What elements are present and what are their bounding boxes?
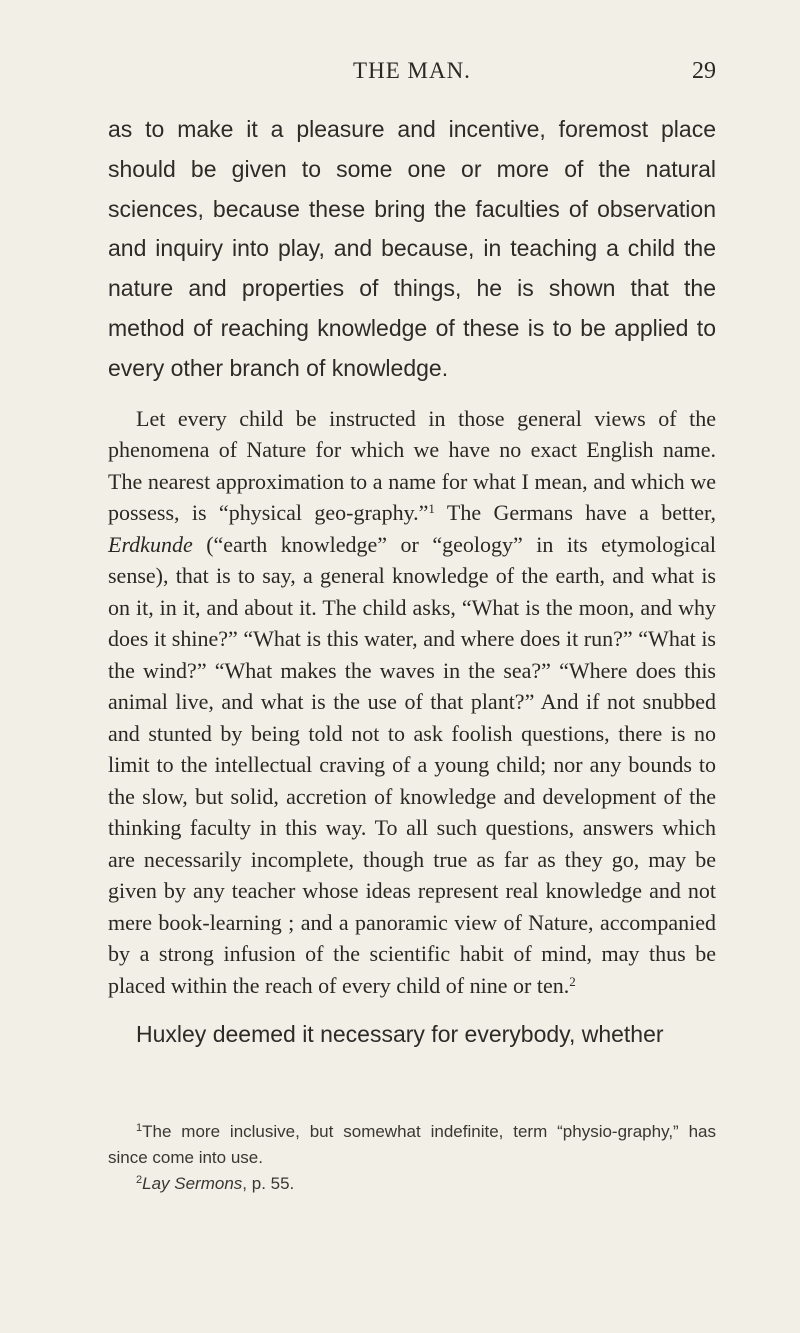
footnote-2 (108, 1171, 716, 1197)
footnote-ref-1: 1 (428, 501, 435, 517)
running-title: THE MAN. (353, 58, 471, 83)
page-number: 29 (692, 58, 716, 84)
footnote-1 (108, 1119, 716, 1171)
footnote-1-text: The more inclusive, but somewhat indefinite, term “physio-graphy,” has since come into use. (108, 1122, 716, 1167)
paragraph-continuation: as to make it a pleasure and incentive, foremost place should be given to some one or more of the natural sciences, because these bring the faculties of observation and inquiry into play, and because, in teaching a child the nature and properties of things, he is shown that the method of reaching knowledge of these is to be applied to every other branch of knowledge. (108, 116, 716, 381)
quote-text-part-2: The Germans have a better, (434, 500, 716, 526)
footnotes (108, 1119, 716, 1197)
footnote-2-title: Lay Sermons (142, 1174, 243, 1193)
footnote-ref-2: 2 (569, 973, 576, 989)
footnote-2-text: , p. 55. (242, 1174, 295, 1193)
body-text (108, 110, 716, 1055)
footnote-2-mark: 2 (136, 1174, 143, 1186)
quote-text-part-3: (“earth knowledge” or “geology” in its etymological sense), that is to say, a general knowledge of the earth, and what is on it, in it, and about it. The child asks, “What is the moon, and why does it shine?” “What is this water, and where does it run?” “What is the wind?” “What makes the waves in the sea?” “Where does this animal live, and what is the use of that plant?” And if not snubbed and stunted by being told not to ask foolish questions, there is no limit to the intellectual craving of a young child; nor any bounds to the slow, but solid, accretion of knowledge and development of the thinking faculty in this way. To all such questions, answers which are necessarily incomplete, though true as far as they go, may be given by any teacher whose ideas represent real knowledge and not mere book-learning ; and a panoramic view of Nature, accompanied by a strong infusion of the scientific habit of mind, may thus be placed within the reach of every child of nine or ten. (108, 531, 716, 998)
paragraph-start: Huxley deemed it necessary for everybody, whether (136, 1021, 664, 1048)
running-head (108, 58, 716, 88)
quote-text-part-1: Let every child be instructed in those general views of the phenomena of Nature for which we have no exact English name. The nearest approximation to a name for what I mean, and which we possess, is “physical geo-graphy.” (108, 405, 716, 526)
quoted-paragraph (108, 403, 716, 1002)
footnote-1-mark: 1 (136, 1122, 143, 1134)
italic-term: Erdkunde (108, 531, 193, 557)
